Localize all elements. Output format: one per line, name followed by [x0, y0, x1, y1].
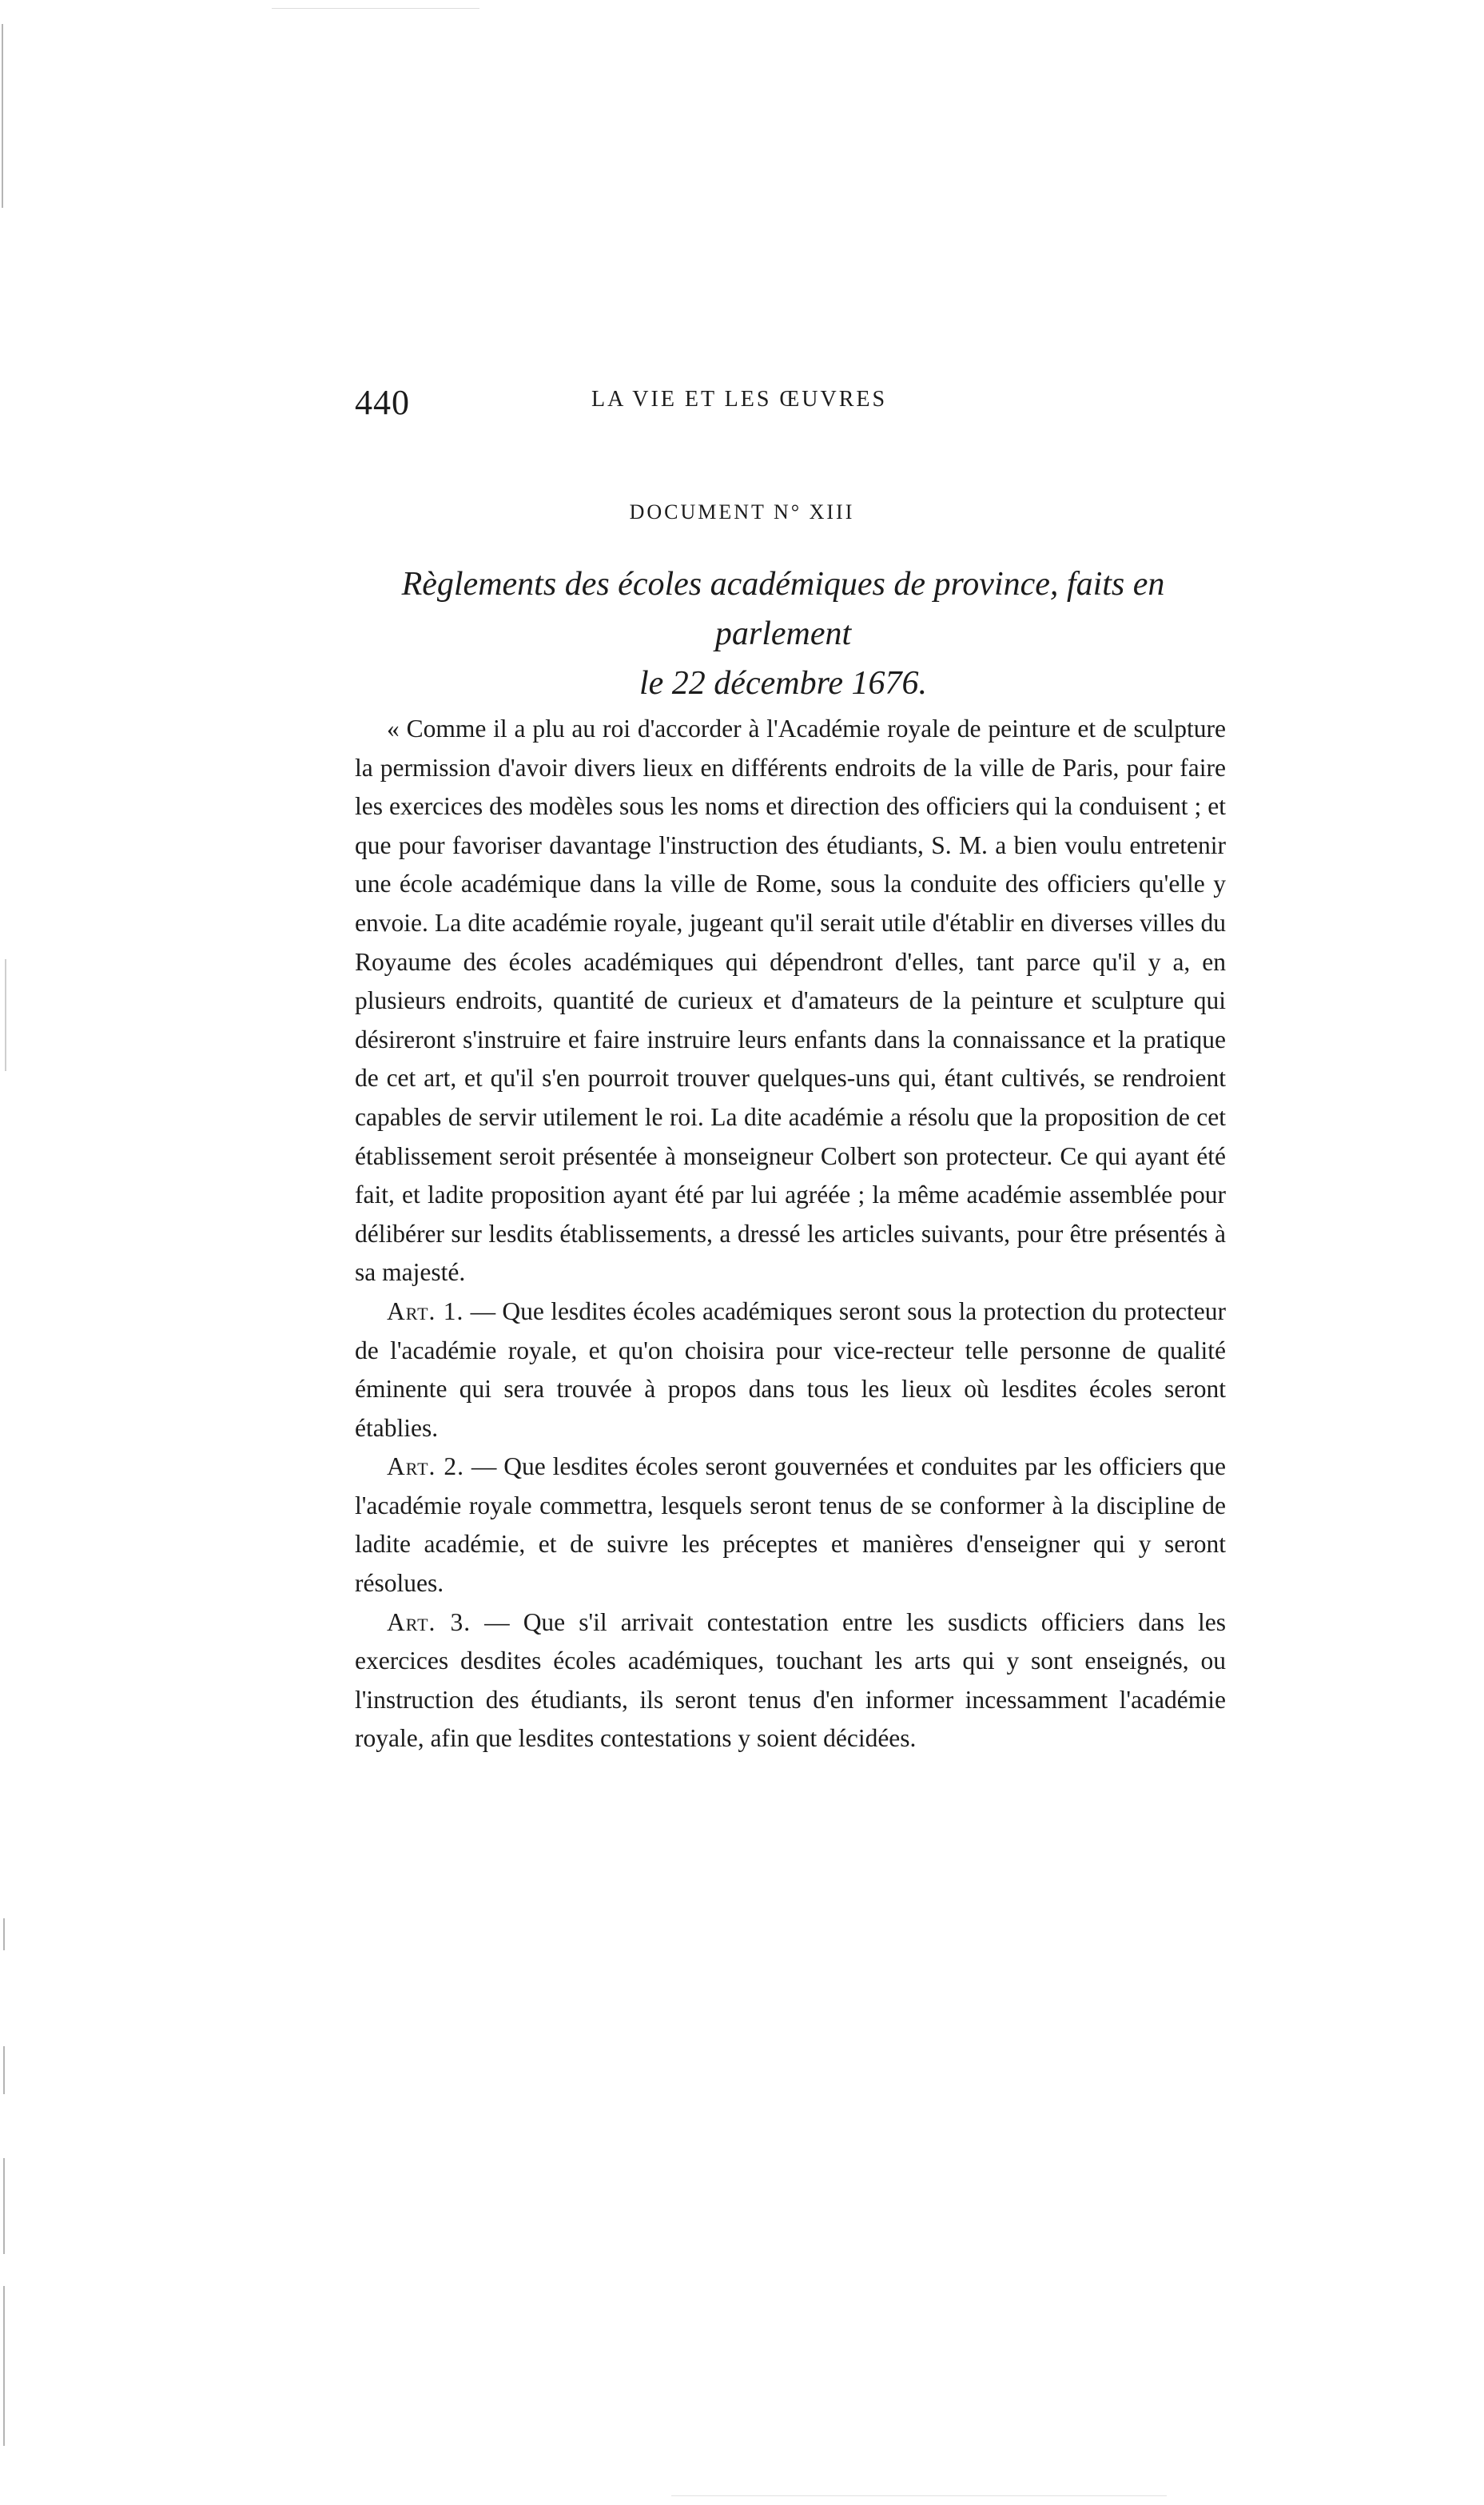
article-2-label: Art. 2.	[387, 1452, 464, 1481]
scan-top-edge	[272, 8, 479, 9]
article-1-label: Art. 1.	[387, 1296, 464, 1325]
page-number: 440	[355, 383, 410, 422]
running-head: LA VIE ET LES ŒUVRES	[591, 387, 888, 412]
article-2	[355, 1448, 1226, 1603]
document-title-line-2: le 22 décembre 1676.	[639, 665, 927, 702]
intro-paragraph: « Comme il a plu au roi d'accorder à l'Académie royale de peinture et de sculpture la permission d'avoir divers lieux en différents endroits de la ville de Paris, pour faire les exercices des modèles sous les noms et direction des officiers qui la conduisent ; et que pour favoriser davantage l'instruction des étudiants, S. M. a bien voulu entretenir une école académique dans la ville de Rome, sous la conduite des officiers qu'elle y envoie. La dite académie royale, jugeant qu'il serait utile d'établir en diverses villes du Royaume des écoles académiques qui dépendront d'elles, tant parce qu'il y a, en plusieurs endroits, quantité de curieux et d'amateurs de la peinture et sculpture qui désireront s'instruire et faire instruire leurs enfants dans la connaissance et la pratique de cet art, et qu'il s'en pourroit trouver quelques-uns qui, étant cultivés, se rendroient capables de servir utilement le roi. La dite académie a résolu que la proposition de cet établissement seroit présentée à monseigneur Colbert son protecteur. Ce qui ayant été fait, et ladite proposition ayant été par lui agréée ; la même académie assemblée pour délibérer sur lesdits établissements, a dressé les articles suivants, pour être présentés à sa majesté.	[355, 715, 1226, 1287]
scan-margin-line	[3, 2158, 5, 2254]
article-1	[355, 1292, 1226, 1448]
article-3	[355, 1603, 1226, 1758]
article-1-text: — Que lesdites écoles académiques seront sous la protection du protecteur de l'académie royale, et qu'on choisira pour vice-recteur telle personne de qualité éminente qui sera trouvée à propos dans tous les lieux où lesdites écoles seront établies.	[355, 1296, 1227, 1442]
scan-margin-line	[3, 1918, 5, 1950]
body-text	[355, 710, 1226, 1758]
document-number: DOCUMENT N° XIII	[629, 500, 855, 524]
scan-bottom-edge	[671, 2495, 1167, 2496]
article-3-label: Art. 3.	[387, 1607, 471, 1636]
article-3-text: — Que s'il arrivait contestation entre les susdicts officiers dans les exercices desdites écoles académiques, touchant les arts qui y sont enseignés, ou l'instruction des étudiants, ils seront tenus d'en informer incessamment l'académie royale, afin que lesdites contestations y soient décidées.	[355, 1607, 1226, 1753]
scan-margin-line	[3, 2286, 5, 2446]
document-title	[344, 560, 1223, 708]
scan-margin-line	[2, 24, 3, 208]
page-header	[355, 382, 1210, 438]
article-2-text: — Que lesdites écoles seront gouvernées et conduites par les officiers que l'académie royale commettra, lesquels seront tenus de se conformer à la discipline de ladite académie, et de suivre les préceptes et manières d'enseigner qui y seront résolues.	[355, 1452, 1226, 1598]
scan-margin-line	[3, 2046, 5, 2094]
scan-margin-line	[5, 959, 6, 1071]
document-title-line-1: Règlements des écoles académiques de province, faits en parlement	[401, 566, 1165, 652]
